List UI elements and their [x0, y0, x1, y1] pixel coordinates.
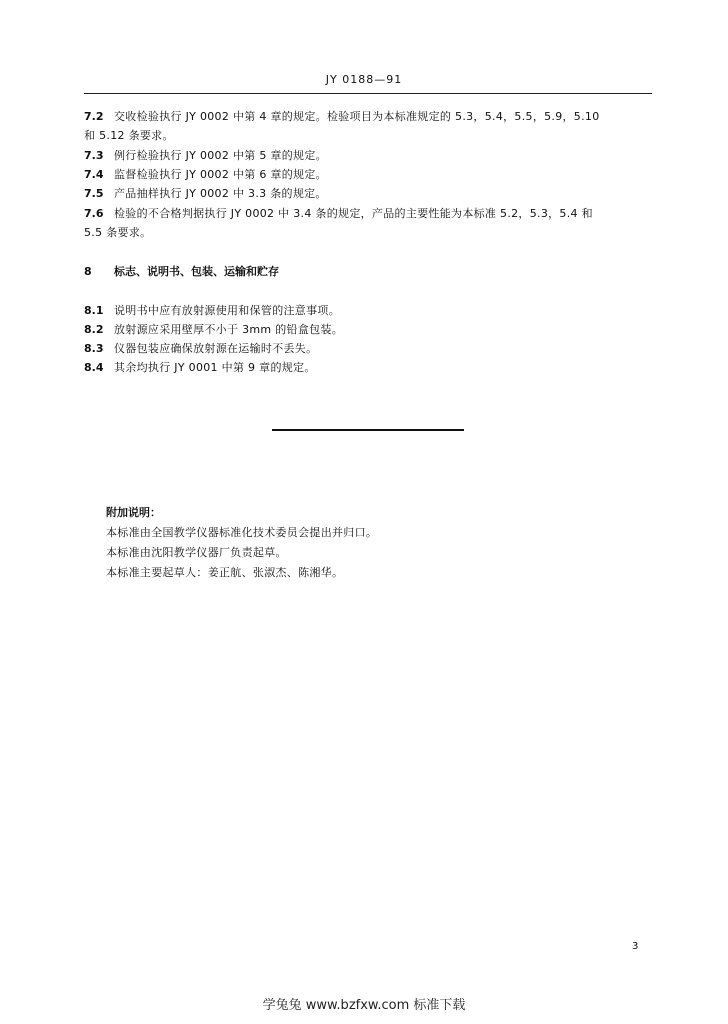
clause-8-3 — [84, 342, 317, 356]
clause-number: 7.6 — [84, 207, 104, 220]
clause-text: 交收检验执行 JY 0002 中第 4 章的规定。检验项目为本标准规定的 5.3，5.4，5.5，5.9，5.10 — [114, 110, 600, 123]
clause-number: 7.3 — [84, 149, 104, 162]
clause-text: 检验的不合格判据执行 JY 0002 中 3.4 条的规定，产品的主要性能为本标准 5.2，5.3，5.4 和 — [114, 207, 593, 220]
header-rule — [84, 93, 652, 94]
clause-7-6 — [84, 207, 593, 221]
clause-7-6-continuation: 5.5 条要求。 — [84, 226, 152, 239]
clause-number: 7.2 — [84, 110, 104, 123]
clause-text: 说明书中应有放射源使用和保管的注意事项。 — [114, 304, 340, 317]
section-number: 8 — [84, 265, 92, 278]
standard-code: JY 0188—91 — [325, 73, 403, 86]
clause-text: 仪器包装应确保放射源在运输时不丢失。 — [114, 342, 318, 355]
notes-title: 附加说明： — [106, 506, 161, 519]
clause-7-2 — [84, 110, 600, 124]
clause-number: 8.2 — [84, 323, 104, 336]
notes-line: 本标准由沈阳教学仪器厂负责起草。 — [106, 546, 287, 559]
section-title: 标志、说明书、包装、运输和贮存 — [114, 265, 279, 278]
clause-number: 7.4 — [84, 168, 104, 181]
clause-7-3 — [84, 149, 327, 163]
clause-8-2 — [84, 323, 343, 337]
clause-number: 8.1 — [84, 304, 104, 317]
page-number: 3 — [632, 941, 639, 952]
clause-7-5 — [84, 187, 327, 201]
clause-text: 其余均执行 JY 0001 中第 9 章的规定。 — [114, 361, 316, 374]
clause-8-1 — [84, 304, 340, 318]
section-8-heading — [84, 265, 279, 279]
clause-text: 放射源应采用壁厚不小于 3mm 的铅盒包装。 — [114, 323, 344, 336]
clause-text: 例行检验执行 JY 0002 中第 5 章的规定。 — [114, 149, 327, 162]
notes-line: 本标准由全国教学仪器标准化技术委员会提出并归口。 — [106, 526, 378, 539]
end-rule — [272, 429, 464, 431]
clause-7-2-continuation: 和 5.12 条要求。 — [84, 129, 174, 142]
clause-number: 8.4 — [84, 361, 104, 374]
notes-line: 本标准主要起草人：姜正航、张淑杰、陈湘华。 — [106, 566, 344, 579]
clause-text: 监督检验执行 JY 0002 中第 6 章的规定。 — [114, 168, 327, 181]
clause-7-4 — [84, 168, 327, 182]
clause-number: 8.3 — [84, 342, 104, 355]
clause-number: 7.5 — [84, 187, 104, 200]
watermark-text: 学兔兔 www.bzfxw.com 标准下载 — [262, 998, 466, 1013]
clause-8-4 — [84, 361, 316, 375]
clause-text: 产品抽样执行 JY 0002 中 3.3 条的规定。 — [114, 187, 327, 200]
